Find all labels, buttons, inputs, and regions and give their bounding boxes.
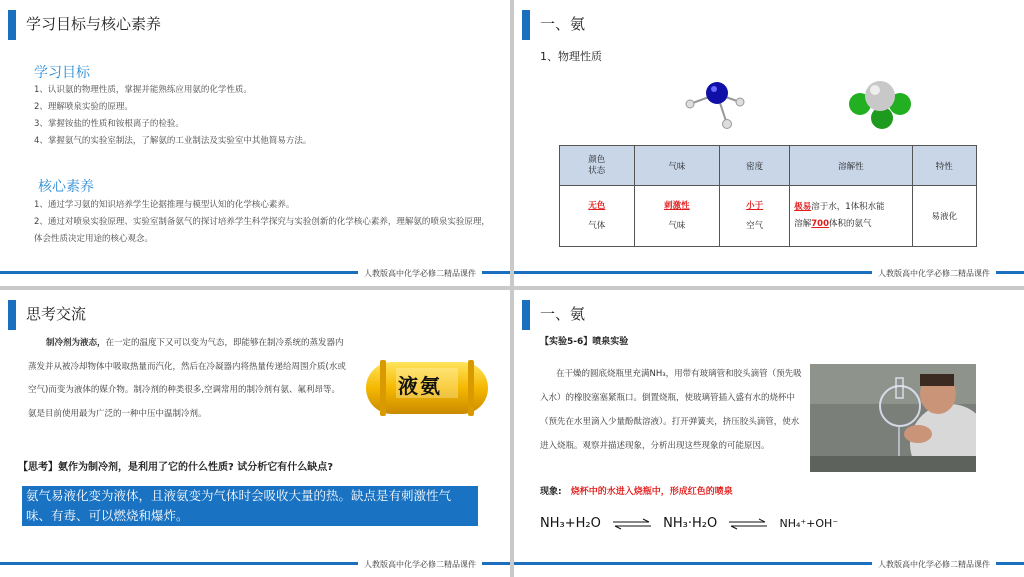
header-density: 密度 xyxy=(720,146,790,186)
ammonia-molecule-icon xyxy=(682,76,752,132)
experiment-heading: 【实验5-6】喷泉实验 xyxy=(540,337,629,347)
footer-text: 人教版高中化学必修二精品课件 xyxy=(358,268,482,279)
slide-think-exchange xyxy=(0,290,510,577)
title-accent-bar xyxy=(8,300,16,330)
list-item: 2、通过对喷泉实验原理、实验室制备氨气的探讨培养学生科学探究与实验创新的化学核心素养，理解氨的喷泉实验原理，体会性质决定用途的核心观念。 xyxy=(34,217,490,244)
footer-text: 人教版高中化学必修二精品课件 xyxy=(358,559,482,570)
answer-box: 氨气易液化变为液体，且液氨变为气体时会吸收大量的热。缺点是有刺激性气味、有毒、可以燃烧和爆炸。 xyxy=(22,486,478,526)
title-accent-bar xyxy=(522,300,530,330)
slide-title: 学习目标与核心素养 xyxy=(26,15,162,33)
tank-label: 液氨 xyxy=(398,374,442,398)
title-accent-bar xyxy=(8,10,16,40)
slide-fountain-experiment xyxy=(514,290,1024,577)
cell-density: 小于 空气 xyxy=(720,186,790,247)
chemical-equation xyxy=(540,516,838,531)
think-question: 【思考】氨作为制冷剂，是利用了它的什么性质? 试分析它有什么缺点? xyxy=(18,462,334,473)
list-item: 1、通过学习氨的知识培养学生论据推理与模型认知的化学核心素养。 xyxy=(34,200,295,210)
header-smell: 气味 xyxy=(634,146,719,186)
list-item: 1、认识氨的物理性质，掌握并能熟练应用氨的化学性质。 xyxy=(34,85,252,95)
cell-smell: 刺激性 气味 xyxy=(634,186,719,247)
list-item: 2、理解喷泉实验的原理。 xyxy=(34,102,133,112)
header-feature: 特性 xyxy=(912,146,977,186)
slide-title: 一、氨 xyxy=(540,305,586,323)
slide-learning-goals xyxy=(0,0,510,286)
experiment-paragraph: 在干燥的圆底烧瓶里充满NH₃，用带有玻璃管和胶头滴管（预先吸入水）的橡胶塞塞紧瓶口。倒置烧瓶，使玻璃管插入盛有水的烧杯中（预先在水里滴入少量酚酞溶液）。打开弹簧夹，挤压胶头滴管，使水进入烧瓶。观察并描述现象，分析出现这些现象的可能原因。 xyxy=(540,369,802,451)
core-list xyxy=(34,197,494,248)
cell-feature: 易液化 xyxy=(912,186,977,247)
refrigerant-paragraph: 制冷剂为液态，在一定的温度下又可以变为气态，即能够在制冷系统的蒸发器内蒸发并从被冷却物体中吸取热量而汽化，然后在冷凝器内将热量传递给周围介质(水或空气)而变为液体的媒介物。制冷剂的种类很多,空调常用的制冷剂有氨、氟利昂等。氨是目前使用最为广泛的一种中压中温制冷剂。 xyxy=(28,338,346,419)
core-heading: 核心素养 xyxy=(38,179,94,195)
table-row xyxy=(560,186,977,247)
phenomenon-line: 现象: 烧杯中的水进入烧瓶中，形成红色的喷泉 xyxy=(540,487,733,497)
header-color-state: 颜色状态 xyxy=(560,146,635,186)
cell-color-state: 无色 气体 xyxy=(560,186,635,247)
properties-table xyxy=(559,145,977,247)
equilibrium-arrow-icon xyxy=(611,518,653,530)
equation-intermediate: NH₃·H₂O xyxy=(663,516,718,531)
footer-text: 人教版高中化学必修二精品课件 xyxy=(872,559,996,570)
table-header-row xyxy=(560,146,977,186)
footer-text: 人教版高中化学必修二精品课件 xyxy=(872,268,996,279)
cell-solubility: 极易溶于水，1体积水能 溶解700体积的氨气 xyxy=(790,186,912,247)
equation-reactants: NH₃+H₂O xyxy=(540,516,601,531)
subtitle: 1、物理性质 xyxy=(540,50,602,63)
equation-products: NH₄⁺+OH⁻ xyxy=(779,517,839,530)
list-item: 4、掌握氨气的实验室制法，了解氨的工业制法及实验室中其他简易方法。 xyxy=(34,136,312,146)
ammonia-space-fill-icon xyxy=(848,76,912,132)
slide-title: 思考交流 xyxy=(26,305,87,323)
equilibrium-arrow-icon xyxy=(727,518,769,530)
list-item: 3、掌握铵盐的性质和铵根离子的检验。 xyxy=(34,119,184,129)
goals-list xyxy=(34,82,494,150)
lab-photo-image xyxy=(810,364,976,472)
slide-title: 一、氨 xyxy=(540,15,586,33)
goals-heading: 学习目标 xyxy=(34,65,90,81)
header-solubility: 溶解性 xyxy=(790,146,912,186)
slide-physical-properties xyxy=(514,0,1024,286)
title-accent-bar xyxy=(522,10,530,40)
